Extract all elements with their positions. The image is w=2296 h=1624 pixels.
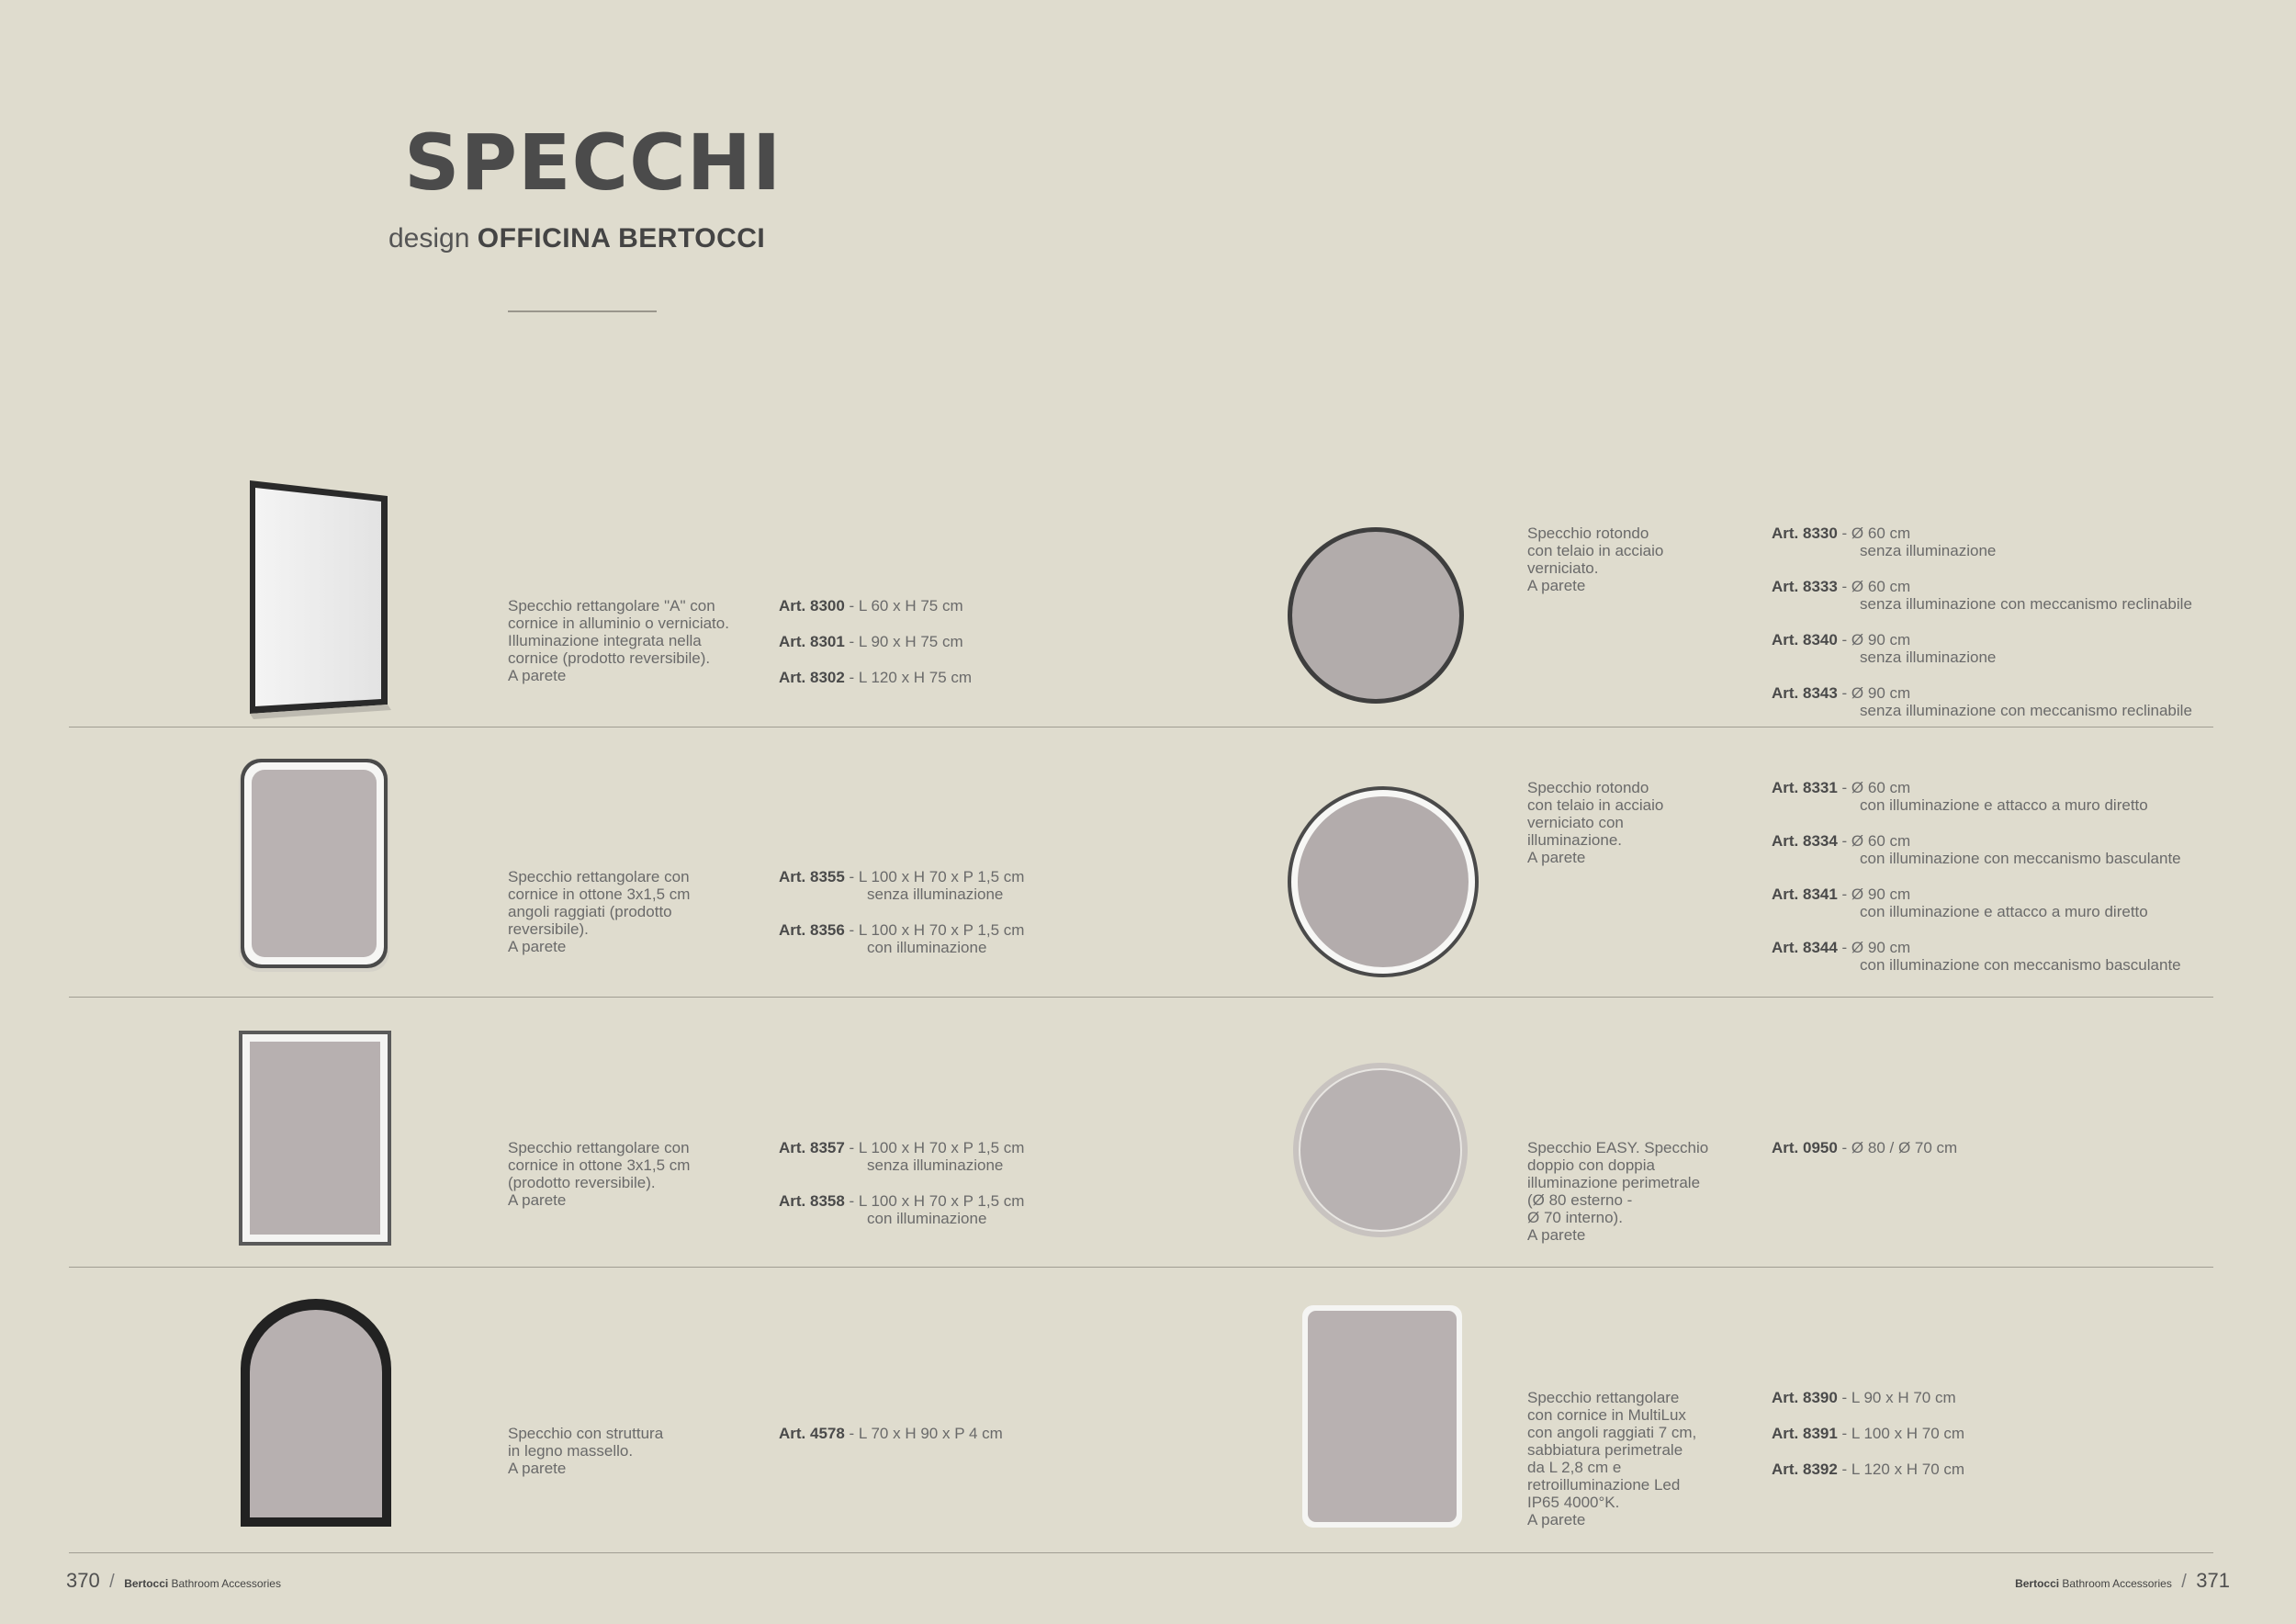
description-4578 [508, 1425, 663, 1477]
description-line: retroilluminazione Led [1527, 1476, 1681, 1494]
description-line: IP65 4000°K. [1527, 1494, 1620, 1511]
description-line: (prodotto reversibile). [508, 1174, 656, 1191]
description-0950 [1527, 1139, 1708, 1244]
description-line: Ø 70 interno). [1527, 1209, 1623, 1226]
article-item: Art. 8356 - L 100 x H 70 x P 1,5 cm [779, 921, 1025, 939]
description-line: Specchio rettangolare "A" con [508, 597, 715, 615]
article-note: con illuminazione [867, 1210, 987, 1227]
article-item: Art. 8341 - Ø 90 cm [1772, 885, 1911, 903]
description-line: Specchio EASY. Specchio [1527, 1139, 1709, 1156]
description-line: A parete [508, 1460, 567, 1477]
article-list-8300 [779, 597, 972, 686]
description-line: angoli raggiati (prodotto [508, 903, 672, 920]
article-note: con illuminazione e attacco a muro diretto [1860, 903, 2148, 920]
description-line: con telaio in acciaio [1527, 796, 1664, 814]
description-line: A parete [1527, 1511, 1586, 1528]
article-item: Art. 8392 - L 120 x H 70 cm [1772, 1460, 1965, 1478]
article-item: Art. 8340 - Ø 90 cm [1772, 631, 1911, 648]
page-slash: / [2181, 1572, 2187, 1592]
footer-left [66, 1569, 281, 1593]
article-item: Art. 4578 - L 70 x H 90 x P 4 cm [779, 1425, 1003, 1442]
article-item: Art. 0950 - Ø 80 / Ø 70 cm [1772, 1139, 1958, 1156]
description-line: Specchio rettangolare con [508, 868, 690, 885]
description-line: cornice in alluminio o verniciato. [508, 615, 729, 632]
article-list-8331 [1772, 779, 2181, 974]
article-note: senza illuminazione con meccanismo reclinabile [1860, 595, 2192, 613]
description-8330 [1527, 524, 1663, 594]
mirror-8355-image [231, 755, 397, 976]
article-item: Art. 8358 - L 100 x H 70 x P 1,5 cm [779, 1192, 1025, 1210]
description-line: Specchio con struttura [508, 1425, 664, 1442]
page-number-left: 370 [66, 1569, 100, 1592]
description-line: A parete [1527, 1226, 1586, 1244]
description-line: con telaio in acciaio [1527, 542, 1664, 559]
article-item: Art. 8334 - Ø 60 cm [1772, 832, 1911, 850]
description-line: in legno massello. [508, 1442, 634, 1460]
mirror-8300-image [230, 473, 395, 721]
article-note: senza illuminazione con meccanismo reclinabile [1860, 702, 2192, 719]
mirror-4578-image [233, 1295, 399, 1534]
page-subtitle [388, 223, 765, 254]
description-line: A parete [508, 938, 567, 955]
description-line: A parete [508, 1191, 567, 1209]
description-line: illuminazione. [1527, 831, 1622, 849]
subtitle-brand: OFFICINA BERTOCCI [477, 223, 766, 254]
description-line: sabbiatura perimetrale [1527, 1441, 1683, 1459]
article-item: Art. 8301 - L 90 x H 75 cm [779, 633, 963, 650]
footer-brand-left: Bertocci Bathroom Accessories [124, 1577, 281, 1590]
article-item: Art. 8333 - Ø 60 cm [1772, 578, 1911, 595]
article-item: Art. 8344 - Ø 90 cm [1772, 939, 1911, 956]
description-line: cornice (prodotto reversibile). [508, 649, 711, 667]
article-list-8390 [1772, 1389, 1964, 1478]
article-note: con illuminazione e attacco a muro diretto [1860, 796, 2148, 814]
article-item: Art. 8355 - L 100 x H 70 x P 1,5 cm [779, 868, 1025, 885]
description-line: Specchio rotondo [1527, 779, 1649, 796]
article-list-0950 [1772, 1139, 1957, 1156]
description-line: reversibile). [508, 920, 589, 938]
article-item: Art. 8357 - L 100 x H 70 x P 1,5 cm [779, 1139, 1025, 1156]
subtitle-prefix: design [388, 223, 470, 254]
row-separator [69, 1267, 2213, 1268]
article-note: senza illuminazione [867, 885, 1004, 903]
article-item: Art. 8343 - Ø 90 cm [1772, 684, 1911, 702]
description-line: con angoli raggiati 7 cm, [1527, 1424, 1697, 1441]
description-line: Specchio rotondo [1527, 524, 1649, 542]
article-item: Art. 8300 - L 60 x H 75 cm [779, 597, 963, 615]
description-8357 [508, 1139, 690, 1209]
description-line: illuminazione perimetrale [1527, 1174, 1701, 1191]
article-item: Art. 8391 - L 100 x H 70 cm [1772, 1425, 1965, 1442]
description-8331 [1527, 779, 1663, 866]
description-line: (Ø 80 esterno - [1527, 1191, 1633, 1209]
description-line: doppio con doppia [1527, 1156, 1655, 1174]
article-note: con illuminazione [867, 939, 987, 956]
description-line: Specchio rettangolare con [508, 1139, 690, 1156]
article-note: con illuminazione con meccanismo basculante [1860, 956, 2181, 974]
article-item: Art. 8330 - Ø 60 cm [1772, 524, 1911, 542]
description-8355 [508, 868, 690, 955]
footer-brand-right: Bertocci Bathroom Accessories [2015, 1577, 2172, 1590]
mirror-0950-image [1281, 1056, 1483, 1249]
article-item: Art. 8331 - Ø 60 cm [1772, 779, 1911, 796]
mirror-8390-image [1295, 1300, 1469, 1539]
description-line: A parete [508, 667, 567, 684]
page-title: SPECCHI [404, 118, 782, 208]
title-underline [508, 310, 657, 312]
mirror-8330-image [1275, 519, 1477, 721]
article-note: senza illuminazione [1860, 542, 1997, 559]
article-note: con illuminazione con meccanismo basculante [1860, 850, 2181, 867]
row-separator [69, 1552, 2213, 1553]
article-note: senza illuminazione [867, 1156, 1004, 1174]
description-line: cornice in ottone 3x1,5 cm [508, 1156, 691, 1174]
page-number-right: 371 [2196, 1569, 2230, 1592]
description-line: A parete [1527, 849, 1586, 866]
article-list-8355 [779, 868, 1024, 956]
description-line: cornice in ottone 3x1,5 cm [508, 885, 691, 903]
article-item: Art. 8302 - L 120 x H 75 cm [779, 669, 973, 686]
description-line: verniciato con [1527, 814, 1624, 831]
description-8300 [508, 597, 729, 684]
article-list-4578 [779, 1425, 1003, 1442]
article-item: Art. 8390 - L 90 x H 70 cm [1772, 1389, 1956, 1406]
description-line: Illuminazione integrata nella [508, 632, 702, 649]
description-line: da L 2,8 cm e [1527, 1459, 1622, 1476]
description-line: A parete [1527, 577, 1586, 594]
footer-right [2015, 1569, 2230, 1593]
article-note: senza illuminazione [1860, 648, 1997, 666]
description-line: verniciato. [1527, 559, 1599, 577]
description-8390 [1527, 1389, 1696, 1528]
description-line: con cornice in MultiLux [1527, 1406, 1686, 1424]
row-separator [69, 997, 2213, 998]
page-slash: / [109, 1572, 115, 1592]
article-list-8357 [779, 1139, 1024, 1227]
mirror-8357-image [233, 1027, 399, 1247]
description-line: Specchio rettangolare [1527, 1389, 1680, 1406]
mirror-8331-image [1277, 779, 1488, 990]
article-list-8330 [1772, 524, 2192, 719]
